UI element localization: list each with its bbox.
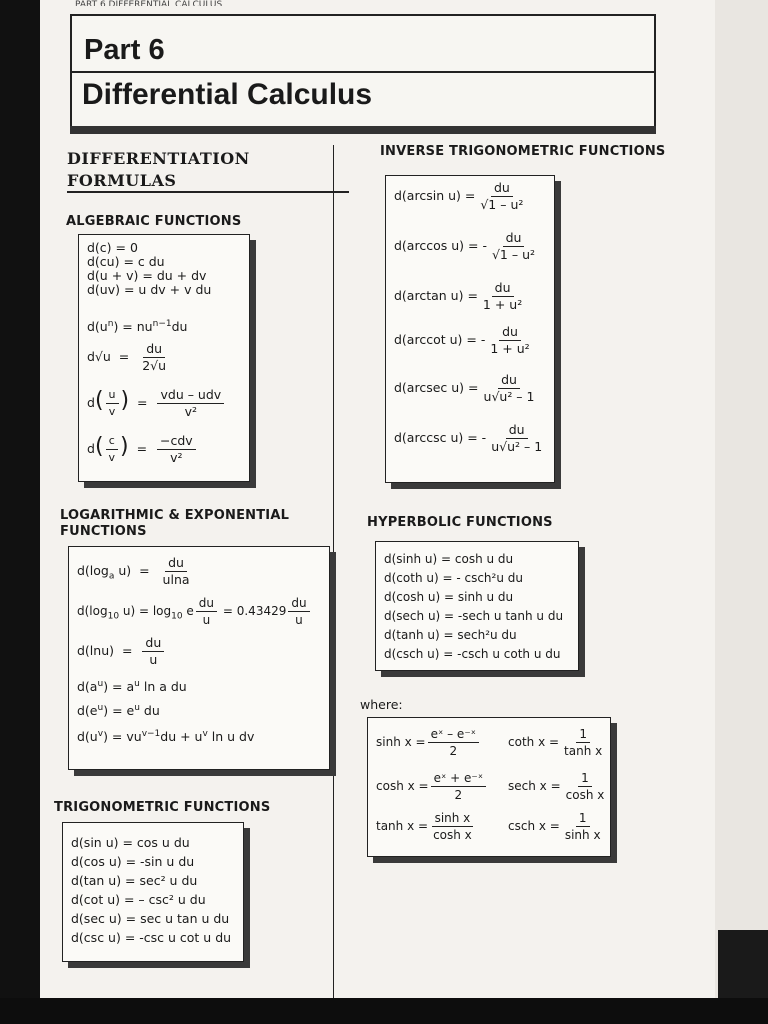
text: sinh x =: [376, 735, 426, 749]
denominator: v²: [170, 450, 183, 465]
numerator: sinh x: [432, 810, 474, 827]
formula-line: d(coth u) = - csch²u du: [384, 571, 523, 585]
def-cosh: [376, 770, 488, 803]
text: d(e: [77, 703, 98, 719]
text: du + u: [160, 729, 203, 745]
exponent: u: [97, 679, 104, 689]
formula-line: d(cos u) = -sin u du: [71, 854, 195, 869]
numerator: vdu – udv: [157, 387, 224, 404]
numerator: c: [106, 433, 118, 450]
text: cosh x =: [376, 779, 429, 793]
numerator: du: [503, 230, 525, 247]
numerator: du: [491, 180, 513, 197]
running-head-text: PART 6 DIFFERENTIAL CALCULUS: [75, 0, 223, 6]
text: d(arcsec u) =: [394, 380, 479, 395]
formula-arcsin: [394, 180, 528, 213]
formula-arcsec: [394, 372, 540, 405]
text: d(log: [77, 604, 108, 618]
numerator: eˣ + e⁻ˣ: [431, 770, 486, 787]
denominator: 2: [449, 744, 458, 758]
denominator: 2√u: [142, 358, 167, 373]
exponent: v−1: [141, 729, 161, 739]
text: ) = vu: [103, 729, 142, 745]
text: du: [171, 319, 188, 335]
fraction: [481, 372, 538, 405]
numerator: du: [288, 595, 309, 612]
main-heading-rule: [67, 191, 349, 193]
denominator: cosh x: [433, 828, 472, 842]
text: ) = e: [103, 703, 135, 719]
text: u): [114, 563, 132, 578]
subscript: 10: [171, 611, 183, 622]
denominator: sinh x: [564, 828, 601, 842]
numerator: du: [196, 595, 217, 612]
exponent: n−1: [152, 319, 172, 329]
text: log: [152, 604, 172, 618]
formula-line: d(cosh u) = sinh u du: [384, 590, 514, 604]
text: d(log: [77, 563, 109, 578]
text: d(lnu): [77, 643, 115, 658]
algebraic-simple-list: [87, 241, 211, 297]
fraction: [157, 387, 224, 420]
trig-list: [71, 833, 231, 947]
numerator: du: [499, 324, 521, 341]
exponent: v: [97, 729, 104, 739]
algebraic-title: ALGEBRAIC FUNCTIONS: [66, 214, 242, 229]
formula-line: d(c) = 0: [87, 240, 138, 255]
text: d(u: [87, 319, 108, 335]
formula-line: d(sech u) = -sech u tanh u du: [384, 609, 564, 623]
denominator: u: [202, 613, 211, 627]
sign: -: [480, 332, 486, 347]
formula-log10: $d(\log_{10}$ $u) = \log_{10} e$ $\frac{du}{u}$ = 0.43429 $\frac{du}{u}$: [77, 595, 312, 628]
fraction: [477, 180, 526, 213]
formula-uv: [77, 729, 254, 744]
numerator: 1: [576, 810, 590, 827]
algebraic-box: [78, 234, 250, 482]
inverse-trig-box: [385, 175, 555, 483]
denominator: 1 + u²: [490, 341, 530, 356]
def-sinh: [376, 726, 481, 759]
numerator: du: [143, 341, 165, 358]
denominator: u√u² – 1: [491, 439, 543, 454]
definitions-box: [367, 717, 611, 857]
denominator: v: [108, 405, 116, 418]
subscript: 10: [107, 611, 120, 622]
denominator: √1 – u²: [480, 197, 524, 212]
text: e: [182, 604, 194, 618]
def-coth: [508, 726, 607, 759]
formula-line: d(cot u) = – csc² u du: [71, 892, 206, 907]
denominator: v²: [184, 404, 198, 419]
text: ) = nu: [113, 319, 153, 335]
numerator: du: [165, 555, 187, 572]
formula-line: d(cu) = c du: [87, 254, 165, 269]
exponent: u: [134, 703, 140, 713]
subscript: a: [108, 571, 115, 582]
fraction: [196, 595, 217, 628]
numerator: −cdv: [157, 433, 196, 450]
fraction: [563, 770, 608, 803]
denominator: u: [295, 613, 303, 627]
formula-const-quotient: d( $\frac{c}{v}$ ) = $\frac{\text{−cdv}}{\text{v²}}$: [87, 433, 198, 466]
formula-arccot: [394, 324, 535, 357]
part-title-box: [70, 14, 656, 131]
fraction: [106, 387, 119, 420]
part-title: Differential Calculus: [82, 78, 373, 111]
formula-line: d(tan u) = sec² u du: [71, 873, 198, 888]
fraction: [487, 324, 532, 357]
formula-eu: [77, 703, 160, 718]
fraction: [157, 433, 196, 466]
formula-power: [87, 319, 187, 334]
text: tanh x =: [376, 819, 429, 833]
text: d(arccos u) =: [394, 238, 479, 253]
page-edge: [715, 0, 768, 1024]
where-label: where:: [360, 697, 403, 712]
formula-sqrt: d√u = $\frac{du}{2√u}$: [87, 341, 171, 374]
denominator: 2: [454, 788, 463, 802]
text: ) = a: [103, 679, 135, 695]
denominator: u√u² – 1: [483, 389, 535, 404]
fraction: [428, 726, 479, 759]
formula-line: d(uv) = u dv + v du: [87, 282, 212, 297]
text: u): [119, 604, 136, 618]
text: d(arccsc u) =: [394, 430, 478, 445]
formula-quotient: d( $\frac{u}{v}$ ) = $\frac{\text{vdu – udv}}{\text{v²}}$: [87, 387, 226, 420]
part-box-underline: [70, 126, 656, 134]
sign: -: [481, 430, 487, 445]
hyperbolic-title: HYPERBOLIC FUNCTIONS: [367, 515, 553, 530]
formula-au: [77, 679, 187, 694]
numerator: eˣ – e⁻ˣ: [428, 726, 479, 743]
logexp-box: [68, 546, 330, 770]
text: d(u: [77, 729, 98, 745]
trig-title: TRIGONOMETRIC FUNCTIONS: [54, 800, 271, 815]
formula-arccsc: [394, 422, 547, 455]
logexp-title-line2: FUNCTIONS: [60, 524, 147, 539]
numerator: du: [492, 280, 514, 297]
running-head: [75, 0, 655, 6]
main-heading-line2: FORMULAS: [67, 171, 177, 190]
fraction: [562, 810, 604, 843]
formula-line: d(sin u) = cos u du: [71, 835, 190, 850]
trig-box: [62, 822, 244, 962]
inverse-trig-title: INVERSE TRIGONOMETRIC FUNCTIONS: [380, 144, 666, 159]
denominator: tanh x: [564, 744, 603, 758]
fraction: [288, 595, 309, 628]
numerator: u: [106, 387, 119, 404]
numerator: du: [498, 372, 520, 389]
part-label: Part 6: [84, 34, 165, 66]
def-sech: [508, 770, 609, 803]
text: d(a: [77, 679, 98, 695]
fraction: [489, 230, 538, 263]
fraction: [480, 280, 525, 313]
fraction: [106, 433, 119, 466]
formula-line: d(u + v) = du + dv: [87, 268, 207, 283]
text: ln a du: [139, 679, 187, 695]
text: coth x =: [508, 735, 560, 749]
formula-line: d(sec u) = sec u tan u du: [71, 911, 230, 926]
fraction: [431, 770, 486, 803]
fraction: [430, 810, 475, 843]
fraction: [160, 555, 193, 588]
numerator: 1: [576, 726, 590, 743]
denominator: ulna: [162, 572, 190, 587]
hyperbolic-list: [384, 550, 563, 664]
numerator: 1: [578, 770, 592, 787]
text: ln u dv: [207, 729, 255, 745]
formula-loga: $d(\log_a$ u) = $\frac{du}{ulna}$: [77, 555, 195, 588]
exponent: u: [134, 679, 140, 689]
part-rule: [72, 71, 654, 73]
denominator: cosh x: [565, 788, 605, 802]
fraction: [142, 635, 164, 668]
formula-ln: d(lnu) = $\frac{du}{u}$: [77, 635, 166, 668]
text: = 0.43429: [222, 604, 287, 618]
numerator: du: [506, 422, 528, 439]
formula-line: d(tanh u) = sech²u du: [384, 628, 517, 642]
hyperbolic-box: [375, 541, 579, 671]
exponent: n: [107, 319, 114, 329]
denominator: 1 + u²: [482, 297, 523, 312]
main-heading-line1: DIFFERENTIATION: [67, 149, 250, 168]
fraction: [139, 341, 169, 374]
denominator: v: [108, 451, 116, 464]
formula-line: d(csch u) = -csch u coth u du: [384, 647, 561, 661]
fraction: [561, 726, 605, 759]
logexp-title-line1: LOGARITHMIC & EXPONENTIAL: [60, 508, 290, 523]
text: d(arccot u) =: [394, 332, 477, 347]
exponent: v: [202, 729, 208, 739]
text: d(arcsin u) =: [394, 188, 476, 203]
text: sech x =: [508, 779, 561, 793]
formula-arccos: [394, 230, 540, 263]
main-heading: [67, 148, 250, 192]
def-csch: [508, 810, 606, 843]
bottom-shadow: [0, 998, 768, 1024]
numerator: du: [142, 635, 164, 652]
column-divider: [333, 145, 334, 1005]
exponent: u: [97, 703, 104, 713]
logexp-title: [60, 508, 289, 540]
formula-line: d(csc u) = -csc u cot u du: [71, 930, 232, 945]
denominator: u: [149, 652, 158, 667]
fraction: [488, 422, 545, 455]
text: du: [139, 703, 160, 719]
text: d√u: [87, 349, 111, 364]
text: csch x =: [508, 819, 560, 833]
sign: -: [482, 238, 487, 253]
denominator: √1 – u²: [491, 247, 536, 262]
formula-line: d(sinh u) = cosh u du: [384, 552, 514, 566]
formula-arctan: [394, 280, 527, 313]
text: d(arctan u) =: [394, 288, 478, 303]
def-tanh: [376, 810, 477, 843]
